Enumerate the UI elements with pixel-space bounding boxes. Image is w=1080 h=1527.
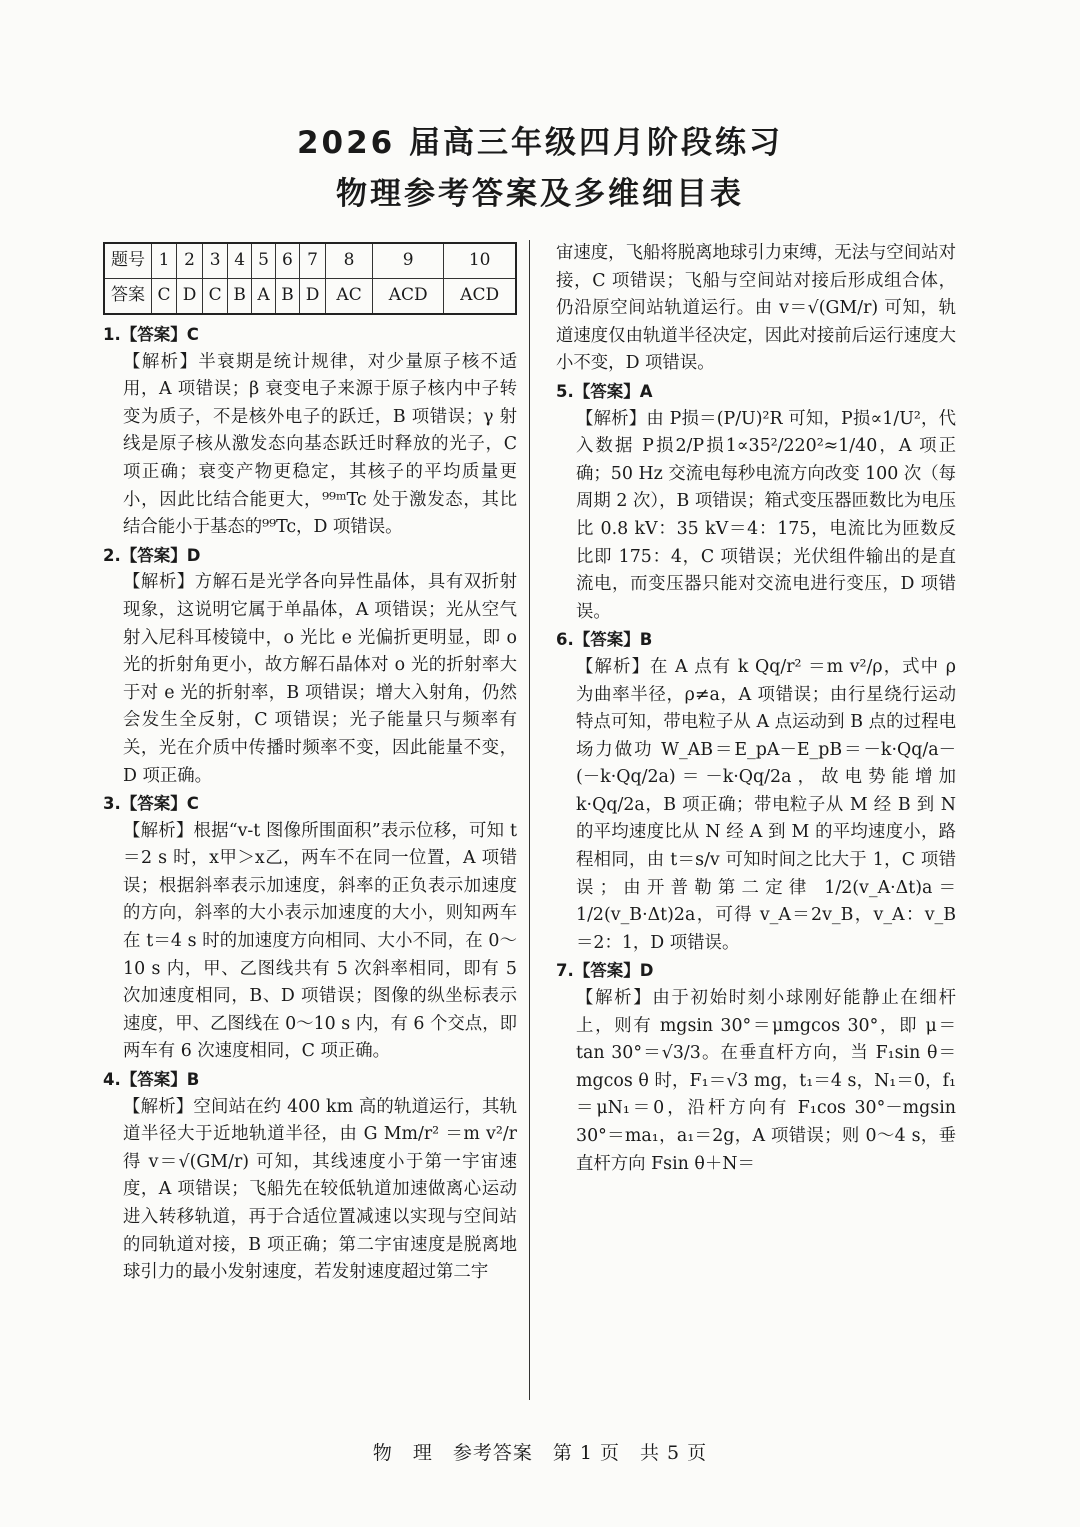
table-row [104, 243, 516, 279]
table-cell: ACD [373, 279, 444, 315]
page-footer: 物 理 参考答案 第 1 页 共 5 页 [372, 1442, 708, 1464]
column-divider [529, 240, 530, 1400]
left-column [103, 242, 517, 1287]
table-cell: B [228, 279, 252, 315]
page-subtitle: 物理参考答案及多维细目表 [336, 176, 744, 212]
question-4-explanation: 【解析】空间站在约 400 km 高的轨道运行，其轨道半径大于近地轨道半径，由 G Mm/r² ＝m v²/r 得 v＝√(GM/r) 可知，其线速度小于第一宇宙速度，A 项错误；飞船先在较低轨道加速做离心运动进入转移轨道，再于合适位置减速以实现与空间站的同轨道对接，B 项正确；第二宇宙速度是脱离地球引力的最小发射速度，若发射速度超过第二宇 [123, 1096, 517, 1283]
table-cell: 8 [326, 243, 373, 279]
table-cell: 6 [275, 243, 299, 279]
question-6-explanation: 【解析】在 A 点有 k Qq/r² ＝m v²/ρ，式中 ρ 为曲率半径，ρ≠a，A 项错误；由行星绕行运动特点可知，带电粒子从 A 点运动到 B 点的过程电场力做功 W_AB＝E_pA－E_pB＝－k·Qq/a－(－k·Qq/2a)＝－k·Qq/2a，故电势能增加 k·Qq/2a，B 项正确；带电粒子从 M 经 B 到 N 的平均速度比从 N 经 A 到 M 的平均速度小，路程相同，由 t＝s/v 可知时间之比大于 1，C 项错误；由开普勒第二定律 1/2(v_A·Δt)a＝1/2(v_B·Δt)2a，可得 v_A＝2v_B，v_A：v_B＝2：1，D 项错误。 [576, 656, 956, 953]
table-header-cell: 答案 [104, 279, 152, 315]
table-cell: 5 [252, 243, 276, 279]
question-3-explanation: 【解析】根据“v-t 图像所围面积”表示位移，可知 t＝2 s 时，x甲＞x乙，两车不在同一位置，A 项错误；根据斜率表示加速度，斜率的正负表示加速度的方向，斜率的大小表示加速度的大小，则知两车在 t＝4 s 时的加速度方向相同、大小不同，在 0～10 s 内，甲、乙图线共有 5 次斜率相同，即有 5 次加速度相同，B、D 项错误；图像的纵坐标表示速度，甲、乙图线在 0～10 s 内，有 6 个交点，即两车有 6 次速度相同，C 项正确。 [123, 820, 517, 1062]
table-cell: B [275, 279, 299, 315]
table-cell: 9 [373, 243, 444, 279]
table-cell: 10 [444, 243, 516, 279]
question-7-explanation: 【解析】由于初始时刻小球刚好能静止在细杆上，则有 mgsin 30°＝μmgcos 30°，即 μ＝tan 30°＝√3/3。在垂直杆方向，当 F₁sin θ＝mgcos θ 时，F₁＝√3 mg，t₁＝4 s，N₁＝0，f₁＝μN₁＝0，沿杆方向有 F₁cos 30°－mgsin 30°＝ma₁，a₁＝2g，A 项错误；则 0～4 s，垂直杆方向 Fsin θ＋N＝ [576, 988, 956, 1174]
page-title: 2026 届高三年级四月阶段练习 [296, 125, 784, 161]
table-cell: 7 [299, 243, 325, 279]
table-cell: 1 [152, 243, 177, 279]
table-cell: 3 [203, 243, 228, 279]
table-header-cell: 题号 [104, 243, 152, 279]
question-6-answer: 6.【答案】B [556, 630, 653, 650]
table-cell: ACD [444, 279, 516, 315]
question-3-answer: 3.【答案】C [103, 794, 199, 814]
table-cell: A [252, 279, 276, 315]
question-5-answer: 5.【答案】A [556, 381, 653, 401]
question-4-answer: 4.【答案】B [103, 1070, 200, 1090]
table-cell: AC [326, 279, 373, 315]
question-4-explanation-continued: 宙速度，飞船将脱离地球引力束缚，无法与空间站对接，C 项错误；飞船与空间站对接后形成组合体，仍沿原空间站轨道运行。由 v＝√(GM/r) 可知，轨道速度仅由轨道半径决定，因此对接前后运行速度大小不变，D 项错误。 [556, 243, 956, 374]
question-1-explanation: 【解析】半衰期是统计规律，对少量原子核不适用，A 项错误；β 衰变电子来源于原子核内中子转变为质子，不是核外电子的跃迁，B 项错误；γ 射线是原子核从激发态向基态跃迁时释放的光子，C 项正确；衰变产物更稳定，其核子的平均质量更小，因此比结合能更大，⁹⁹ᵐTc 处于激发态，其比结合能小于基态的⁹⁹Tc，D 项错误。 [123, 351, 517, 538]
table-cell: 2 [177, 243, 203, 279]
right-column [556, 240, 956, 1178]
table-cell: 4 [228, 243, 252, 279]
table-cell: D [177, 279, 203, 315]
question-2-answer: 2.【答案】D [103, 545, 201, 565]
table-row [104, 279, 516, 315]
table-cell: C [152, 279, 177, 315]
table-cell: D [299, 279, 325, 315]
table-cell: C [203, 279, 228, 315]
question-2-explanation: 【解析】方解石是光学各向异性晶体，具有双折射现象，这说明它属于单晶体，A 项错误；光从空气射入尼科耳棱镜中，o 光比 e 光偏折更明显，即 o 光的折射角更小，故方解石晶体对 o 光的折射率大于对 e 光的折射率，B 项错误；增大入射角，仍然会发生全反射，C 项错误；光子能量只与频率有关，光在介质中传播时频率不变，因此能量不变，D 项正确。 [123, 572, 517, 786]
question-1-answer: 1.【答案】C [103, 325, 199, 344]
answer-table [103, 242, 517, 315]
question-7-answer: 7.【答案】D [556, 961, 654, 981]
question-5-explanation: 【解析】由 P损＝(P/U)²R 可知，P损∝1/U²，代入数据 P损2/P损1∝35²/220²≈1/40，A 项正确；50 Hz 交流电每秒电流方向改变 100 次（每周期 2 次），B 项错误；箱式变压器匝数比为电压比 0.8 kV：35 kV＝4：175，电流比为匝数反比即 175：4，C 项错误；光伏组件输出的是直流电，而变压器只能对交流电进行变压，D 项错误。 [576, 408, 957, 622]
